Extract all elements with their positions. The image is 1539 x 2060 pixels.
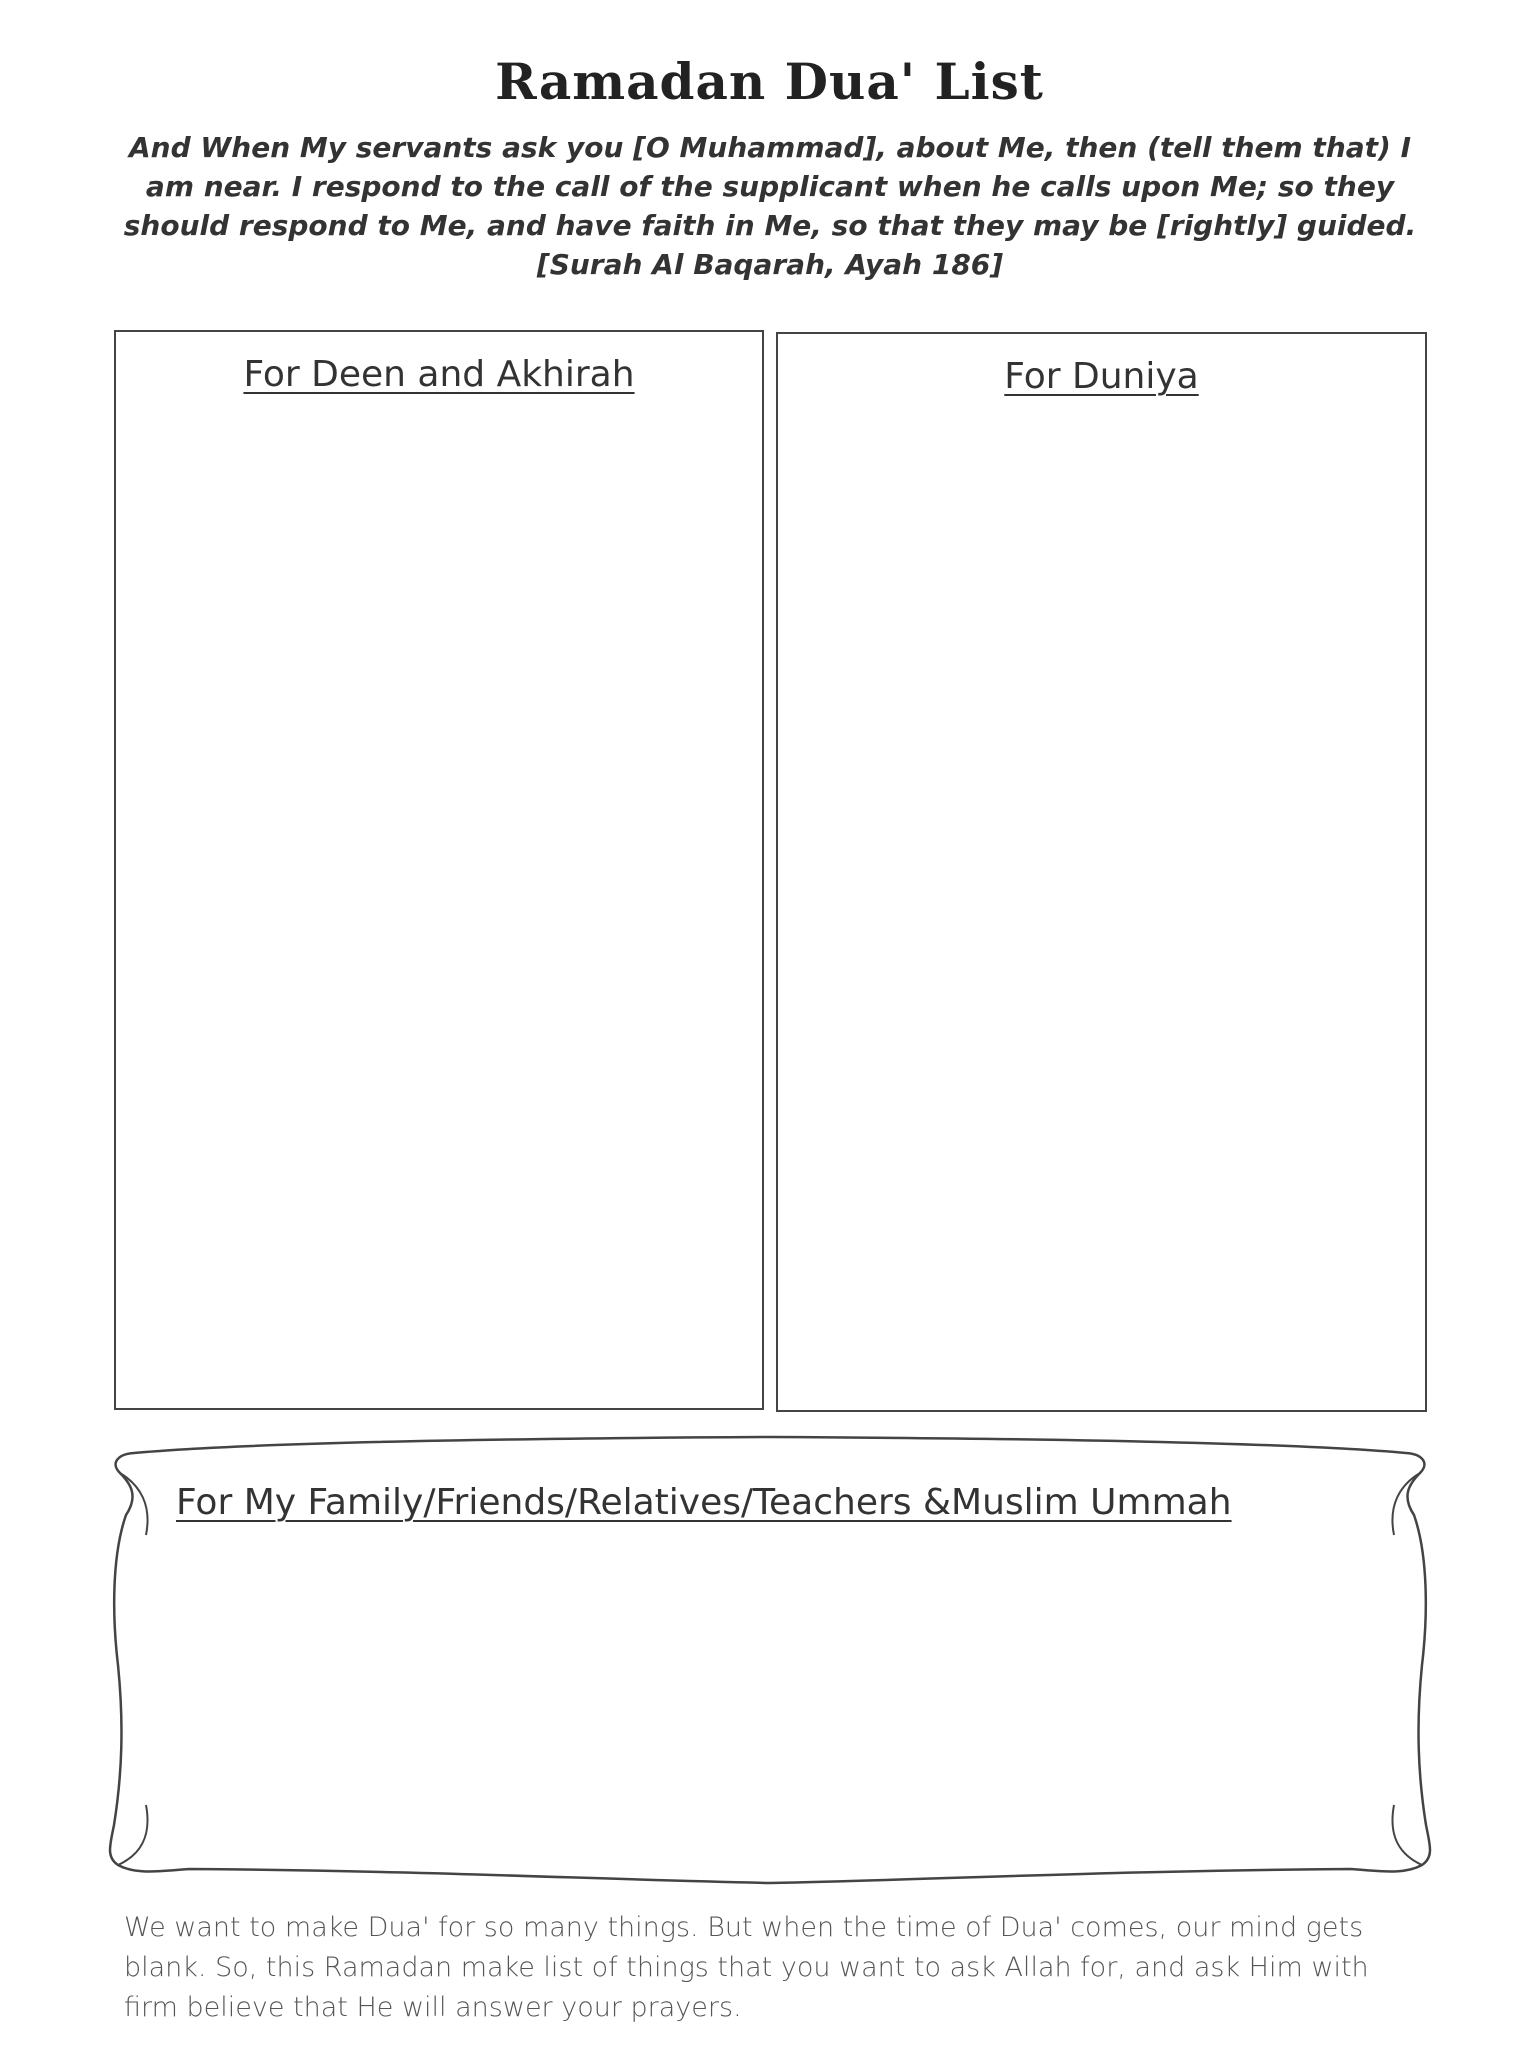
family-ummah-heading: For My Family/Friends/Relatives/Teachers &Muslim Ummah — [176, 1482, 1232, 1523]
quran-verse — [110, 128, 1430, 284]
scroll-bottom-curl-left — [118, 1805, 148, 1865]
scroll-inner-curl-right — [1392, 1473, 1420, 1535]
duniya-heading-text: For Duniya — [1004, 356, 1199, 397]
duniya-heading — [778, 356, 1425, 397]
scroll-inner-curl-left — [120, 1473, 148, 1535]
duniya-box[interactable] — [776, 332, 1427, 1412]
verse-reference: [Surah Al Baqarah, Ayah 186] — [536, 248, 1004, 281]
scroll-bottom-curl-right — [1392, 1805, 1422, 1865]
page-title: Ramadan Dua' List — [495, 52, 1044, 111]
verse-text: And When My servants ask you [O Muhammad], about Me, then (tell them that) I am near. I respond to the call of the supplicant when he calls upon Me; so they should respond to Me, and have faith in Me, so that they may be [rightly] guided. — [123, 131, 1417, 242]
footer-note: We want to make Dua' for so many things. But when the time of Dua' comes, our mind gets blank. So, this Ramadan make list of things that you want to ask Allah for, and ask Him with firm believe that He will answer your prayers. — [124, 1912, 1369, 2023]
deen-akhirah-box[interactable] — [114, 330, 764, 1410]
deen-akhirah-heading — [116, 354, 762, 395]
deen-akhirah-heading-text: For Deen and Akhirah — [243, 354, 635, 395]
